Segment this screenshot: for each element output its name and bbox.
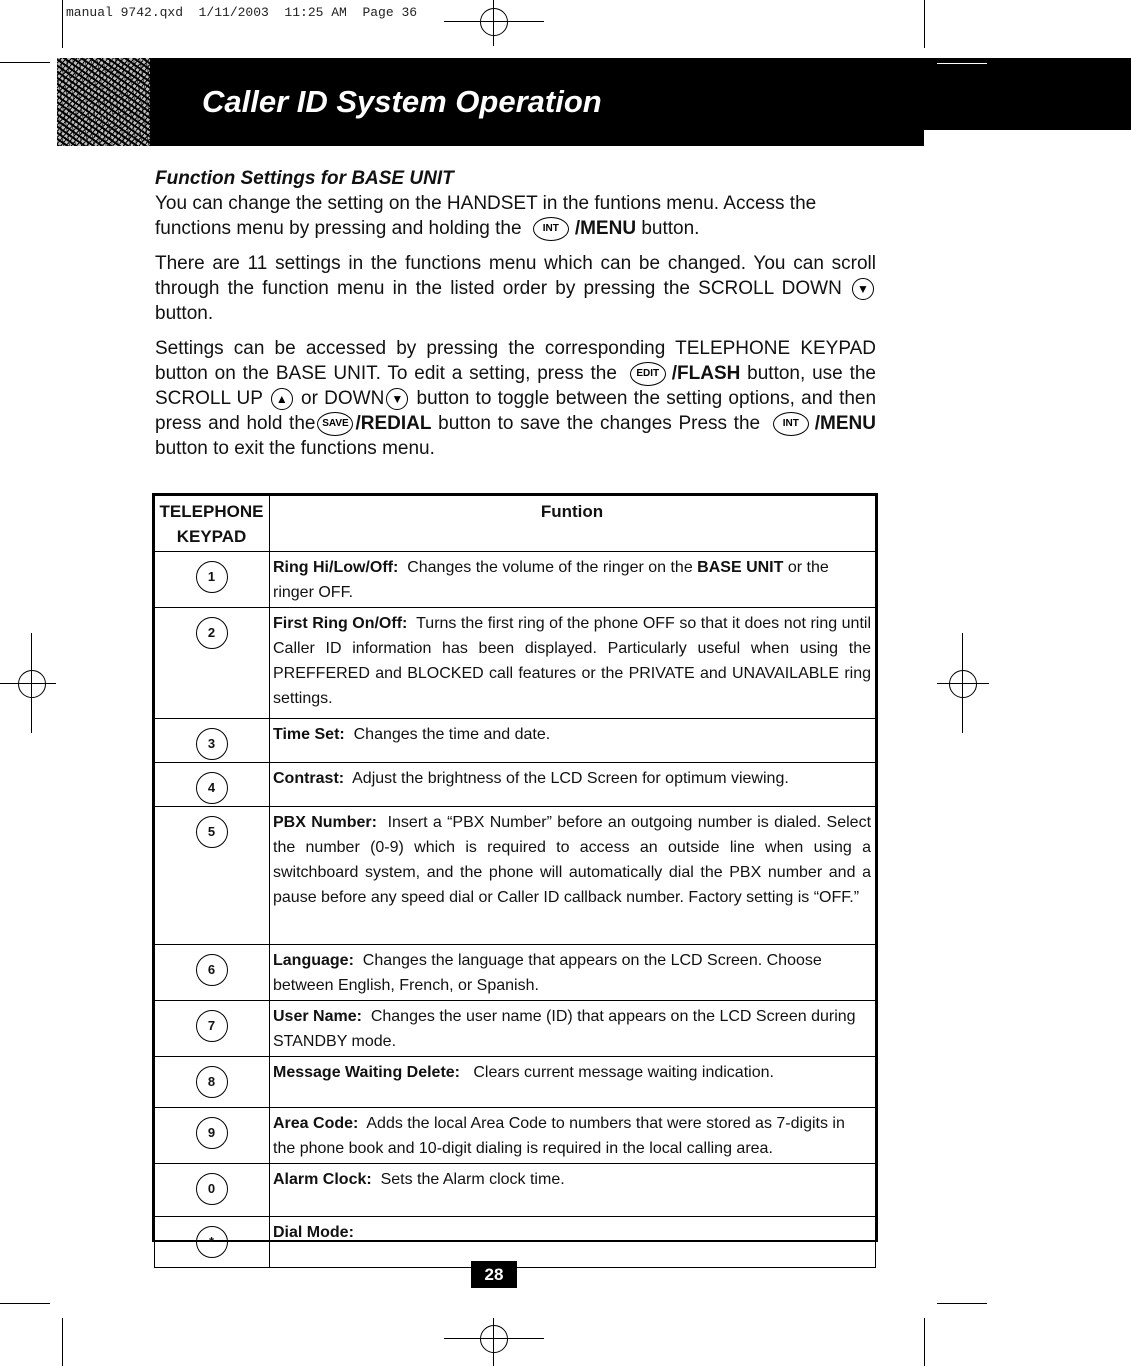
keypad-6-icon: 6	[196, 954, 228, 986]
keypad-cell	[155, 945, 270, 1001]
function-desc: Adds the local Area Code to numbers that were stored as 7-digits in the phone book and 10-digit dialing is required in the local calling area.	[273, 1115, 845, 1157]
crop-mark	[62, 1318, 63, 1366]
function-desc: Changes the volume of the ringer on the	[407, 559, 698, 576]
function-cell	[270, 1164, 876, 1217]
intro-section	[155, 166, 876, 471]
keypad-0-icon: 0	[196, 1173, 228, 1205]
registration-mark	[949, 670, 977, 698]
p3-text-e: button to exit the functions menu.	[155, 438, 435, 459]
keypad-7-icon: 7	[196, 1010, 228, 1042]
table-row	[155, 608, 876, 719]
keypad-cell	[155, 1108, 270, 1164]
function-desc: Changes the user name (ID) that appears on the LCD Screen during STANDBY mode.	[273, 1008, 856, 1050]
keypad-9-icon: 9	[196, 1117, 228, 1149]
function-name: First Ring On/Off:	[273, 615, 408, 632]
page-title: Caller ID System Operation	[202, 84, 602, 119]
keypad-column-header	[155, 496, 270, 552]
p2-text: There are 11 settings in the functions menu which can be changed. You can scroll through the function menu in the listed order by pressing the SCROLL DOWN	[155, 253, 876, 299]
menu-label: /MENU	[814, 413, 876, 434]
keypad-cell	[155, 1217, 270, 1268]
registration-mark	[480, 8, 508, 36]
keypad-5-icon: 5	[196, 816, 228, 848]
header-texture	[57, 58, 150, 146]
function-desc: Changes the language that appears on the LCD Screen. Choose between English, French, or Spanish.	[273, 952, 822, 994]
function-name: Ring Hi/Low/Off:	[273, 559, 399, 576]
crop-mark	[493, 1318, 494, 1366]
function-name: User Name:	[273, 1008, 362, 1025]
p3-text-or: or DOWN	[301, 388, 385, 409]
p3-text-b: button, use the SCROLL UP	[155, 363, 876, 409]
table-row	[155, 719, 876, 763]
function-desc: Sets the Alarm clock time.	[380, 1171, 565, 1188]
intro-paragraph-2	[155, 251, 876, 326]
function-name: Contrast:	[273, 770, 345, 787]
keypad-1-icon: 1	[196, 561, 228, 593]
function-desc: or the ringer OFF.	[273, 559, 829, 601]
function-cell	[270, 1108, 876, 1164]
keypad-4-icon: 4	[196, 772, 228, 804]
function-name: Message Waiting Delete:	[273, 1064, 461, 1081]
p3-text-c: button to toggle between the setting options, and then press and hold the	[155, 388, 877, 434]
registration-mark	[18, 670, 46, 698]
table-header-row	[155, 496, 876, 552]
p1-text: You can change the setting on the HANDSET in the funtions menu. Access the functions menu by pressing and holding the	[155, 193, 817, 239]
function-name: Alarm Clock:	[273, 1171, 372, 1188]
function-desc: Turns the first ring of the phone OFF so that it does not ring until Caller ID information has been displayed. Particularly useful when using the PREFFERED and BLOCKED call features or the PRIVATE and UNAVAILABLE ring settings.	[273, 615, 872, 707]
function-cell	[270, 1057, 876, 1108]
table-row	[155, 1217, 876, 1268]
crop-mark	[62, 0, 63, 48]
keypad-cell	[155, 807, 270, 945]
crop-mark	[937, 1303, 987, 1304]
function-name: Language:	[273, 952, 354, 969]
int-key-icon: INT	[533, 217, 569, 241]
function-cell	[270, 1001, 876, 1057]
intro-paragraph-3	[155, 336, 876, 461]
flash-label: /FLASH	[671, 363, 741, 384]
function-desc: Changes the time and date.	[353, 726, 551, 743]
int-key-icon: INT	[773, 412, 809, 436]
scroll-up-icon: ▲	[271, 388, 293, 410]
table-row	[155, 1057, 876, 1108]
table-row	[155, 807, 876, 945]
keypad-header-line1: TELEPHONE	[159, 502, 264, 521]
keypad-cell	[155, 763, 270, 807]
p3-text-d: button to save the changes Press the	[438, 413, 761, 434]
function-desc-bold: BASE UNIT	[697, 559, 784, 576]
function-cell	[270, 1217, 876, 1268]
function-desc: Adjust the brightness of the LCD Screen for optimum viewing.	[352, 770, 789, 787]
function-column-header: Funtion	[270, 496, 876, 552]
function-name: Time Set:	[273, 726, 345, 743]
keypad-star-icon: *	[196, 1226, 228, 1258]
page-number: 28	[471, 1261, 517, 1288]
p2-text-end: button.	[155, 303, 214, 324]
header-line	[937, 63, 987, 64]
function-desc: Clears current message waiting indication.	[473, 1064, 774, 1081]
section-title: Function Settings for BASE UNIT	[155, 168, 454, 189]
save-key-icon: SAVE	[317, 412, 353, 436]
table-row	[155, 1164, 876, 1217]
scroll-down-icon: ▼	[386, 388, 408, 410]
table-row	[155, 945, 876, 1001]
redial-label: /REDIAL	[355, 413, 432, 434]
edit-key-icon: EDIT	[630, 362, 666, 386]
table-row	[155, 1108, 876, 1164]
menu-label: /MENU	[574, 218, 637, 239]
function-name: Area Code:	[273, 1115, 359, 1132]
p3-text: Settings can be accessed by pressing the corresponding TELEPHONE KEYPAD button on the BASE UNIT. To edit a setting, press the	[155, 338, 876, 384]
table-row	[155, 552, 876, 608]
function-cell	[270, 945, 876, 1001]
keypad-3-icon: 3	[196, 728, 228, 760]
keypad-cell	[155, 1164, 270, 1217]
function-name: PBX Number:	[273, 814, 377, 831]
keypad-8-icon: 8	[196, 1066, 228, 1098]
function-cell	[270, 552, 876, 608]
table-row	[155, 763, 876, 807]
keypad-cell	[155, 608, 270, 719]
scroll-down-icon: ▼	[852, 278, 874, 300]
header-notch	[924, 130, 1131, 146]
p1-text-end: button.	[641, 218, 700, 239]
keypad-2-icon: 2	[196, 617, 228, 649]
function-cell	[270, 763, 876, 807]
function-cell	[270, 719, 876, 763]
crop-mark	[0, 1303, 50, 1304]
registration-mark	[480, 1325, 508, 1353]
crop-mark	[493, 0, 494, 46]
intro-paragraph-1	[155, 191, 855, 241]
function-name: Dial Mode:	[273, 1224, 354, 1241]
function-desc: Insert a “PBX Number” before an outgoing number is dialed. Select the number (0-9) which is required to access an outside line when using a switchboard system, and the phone will automatically dial the PBX number and a pause before any speed dial or Caller ID callback number. Factory setting is “OFF.”	[273, 814, 872, 906]
function-cell	[270, 807, 876, 945]
crop-mark	[0, 62, 50, 63]
print-slug: manual 9742.qxd 1/11/2003 11:25 AM Page 36	[66, 5, 418, 20]
function-cell	[270, 608, 876, 719]
table-row	[155, 1001, 876, 1057]
keypad-cell	[155, 719, 270, 763]
keypad-header-line2: KEYPAD	[176, 527, 247, 546]
keypad-cell	[155, 1001, 270, 1057]
crop-mark	[924, 0, 925, 48]
crop-mark	[924, 1318, 925, 1366]
keypad-cell	[155, 1057, 270, 1108]
function-table	[152, 493, 878, 1249]
keypad-cell	[155, 552, 270, 608]
